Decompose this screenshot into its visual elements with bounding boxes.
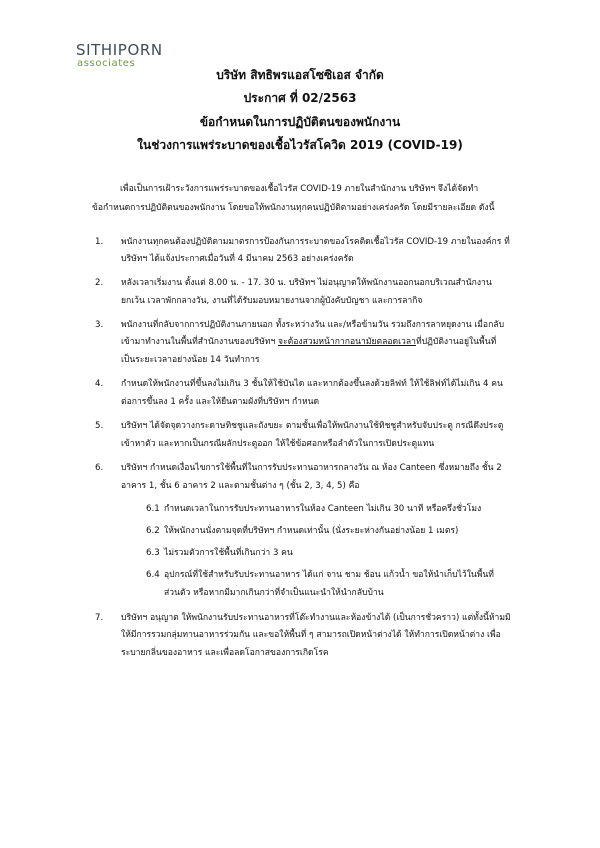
subitem-number: 6.2 <box>146 526 160 536</box>
item-number: 2. <box>95 278 104 288</box>
item-text: บริษัทฯ อนุญาต ให้พนักงานรับประทานอาหารที่โต๊ะทำงานและห้องข้างได้ (เป็นการชั่วคราว) แต่ทั้งนี้ห้ามมิ <box>121 613 511 623</box>
subitem-text: กำหนดเวลาในการรับประทานอาหารในห้อง Canteen ไม่เกิน 30 นาที หรือครึ่งชั่วโมง <box>164 504 482 514</box>
item-text-segment: ที่ปฏิบัติงานอยู่ในพื้นที่ <box>415 337 497 347</box>
item-text <box>121 337 496 348</box>
logo-name: SITHIPORN <box>76 41 163 59</box>
item-number: 1. <box>95 237 104 247</box>
subitem-number: 6.3 <box>146 548 160 558</box>
item-number: 5. <box>95 421 104 431</box>
item-number: 3. <box>95 320 104 330</box>
item-text: พนักงานที่กลับจากการปฏิบัติงานภายนอก ทั้งระหว่างวัน และ/หรือข้ามวัน รวมถึงการลาหยุดงาน เมื่อกลับ <box>121 320 505 330</box>
item-text: ระบายกลิ่นของอาหาร และเพื่อลดโอกาสของการเกิดโรค <box>121 648 329 658</box>
item-text: กำหนดให้พนักงานที่ขึ้นลงไม่เกิน 3 ชั้นให้ใช้บันได และหากต้องขึ้นลงด้วยลิฟท์ ให้ใช้ลิฟท์ได้ไม่เกิน 4 คน <box>121 379 503 389</box>
subitem-text: ส่วนตัว หรือหากมีมากเกินกว่าที่จำเป็นแนะนำให้นำกลับบ้าน <box>164 588 384 598</box>
item-text: เป็นระยะเวลาอย่างน้อย 14 วันทำการ <box>121 355 260 365</box>
item-number: 7. <box>95 613 104 623</box>
item-text: หลังเวลาเริ่มงาน ตั้งแต่ 8.00 น. - 17. 30 น. บริษัทฯ ไม่อนุญาตให้พนักงานออกนอกบริเวณสำนักงาน <box>121 278 492 288</box>
logo-tagline: associates <box>77 58 136 69</box>
item-text: บริษัทฯ ได้จัดจุดวางกระดาษทิชชูและถังขยะ ตามชั้นเพื่อให้พนักงานใช้ทิชชูสำหรับจับประตู กรณีดึงประตู <box>121 421 504 431</box>
item-text: เข้าหาตัว และหากเป็นกรณีผลักประตูออก ให้ใช้ข้อศอกหรือลำตัวในการเปิดประตูแทน <box>121 439 435 449</box>
intro-line-2: ข้อกำหนดการปฏิบัติตนของพนักงาน โดยขอให้พนักงานทุกคนปฏิบัติตามอย่างเคร่งครัด โดยมีรายละเอียด ดังนี้ <box>92 203 495 213</box>
company-logo <box>76 42 163 69</box>
item-text: บริษัทฯ กำหนดเงื่อนไขการใช้พื้นที่ในการรับประทานอาหารกลางวัน ณ ห้อง Canteen ซึ่งหมายถึง ชั้น 2 <box>121 463 502 473</box>
subitem-number: 6.4 <box>146 570 160 580</box>
emphasis-underline: จะต้องสวมหน้ากากอนามัยตลอดเวลา <box>278 337 416 347</box>
subject-line-1: ข้อกำหนดในการปฏิบัติตนของพนักงาน <box>199 115 401 129</box>
item-number: 6. <box>95 463 104 473</box>
item-text: บริษัทฯ ได้แจ้งประกาศเมื่อวันที่ 4 มีนาคม 2563 อย่างเคร่งครัด <box>121 254 354 264</box>
subitem-text: อุปกรณ์ที่ใช้สำหรับรับประทานอาหาร ได้แก่ จาน ชาม ช้อน แก้วน้ำ ขอให้นำเก็บไว้ในพื้นที่ <box>164 570 494 580</box>
announcement-number: ประกาศ ที่ 02/2563 <box>243 91 357 105</box>
company-name: บริษัท สิทธิพรแอสโซซิเอส จำกัด <box>216 68 384 82</box>
item-text: ยกเว้น เวลาพักกลางวัน, งานที่ได้รับมอบหมายงานจากผู้บังคับบัญชา และการลากิจ <box>121 296 423 306</box>
item-text: ต่อการขึ้นลง 1 ครั้ง และให้ยืนตามผังที่บริษัทฯ กำหนด <box>121 397 320 407</box>
item-text: อาคาร 1, ชั้น 6 อาคาร 2 และตามชั้นต่าง ๆ (ชั้น 2, 3, 4, 5) คือ <box>121 481 360 491</box>
subitem-text: ไม่รวมตัวการใช้พื้นที่เกินกว่า 3 คน <box>164 548 293 558</box>
subject-line-2: ในช่วงการแพร่ระบาดของเชื้อไวรัสโควิด 2019 (COVID-19) <box>137 138 463 152</box>
subitem-text: ให้พนักงานนั่งตามจุดที่บริษัทฯ กำหนดเท่านั้น (นั่งระยะห่างกันอย่างน้อย 1 เมตร) <box>164 526 459 536</box>
item-text-segment: เข้ามาทำงานในพื้นที่สำนักงานของบริษัทฯ <box>121 337 276 347</box>
subitem-number: 6.1 <box>146 504 160 514</box>
item-text: ให้มีการรวมกลุ่มทานอาหารร่วมกัน และขอให้พื้นที่ ๆ สามารถเปิดหน้าต่างได้ ให้ทำการเปิดหน้าต่าง เพื่อ <box>121 630 501 640</box>
intro-line-1: เพื่อเป็นการเฝ้าระวังการแพร่ระบาดของเชื้อไวรัส COVID-19 ภายในสำนักงาน บริษัทฯ จึงได้จัดทำ <box>120 184 479 194</box>
item-number: 4. <box>95 379 104 389</box>
item-text: พนักงานทุกคนต้องปฏิบัติตามมาตรการป้องกันการระบาดของโรคติดเชื้อไวรัส COVID-19 ภายในองค์กร ที่ <box>121 237 510 247</box>
